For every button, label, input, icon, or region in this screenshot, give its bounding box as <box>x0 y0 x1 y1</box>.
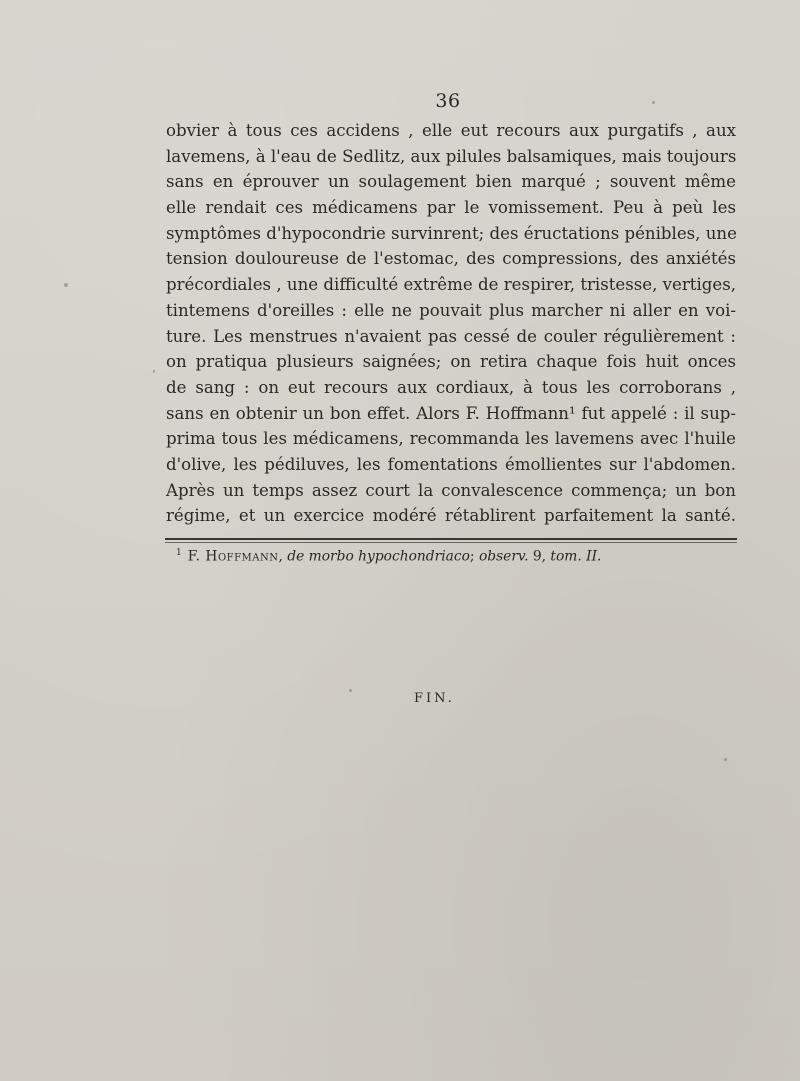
footnote-ref: observ. <box>478 548 529 565</box>
paper-speck <box>724 758 727 761</box>
fin-label: FIN. <box>414 691 455 706</box>
text-line: prima tous les médicamens, recommanda les lavemens avec l'huile <box>166 429 736 449</box>
text-line: précordiales , une difficulté extrême de respirer, tristesse, vertiges, <box>166 275 736 295</box>
text-line: de sang : on eut recours aux cordiaux, à tous les corroborans , <box>166 377 736 397</box>
text-line: d'olive, les pédiluves, les fomentations émollientes sur l'abdomen. <box>166 454 736 474</box>
footnote-marker: 1 <box>176 548 182 558</box>
paper-speck <box>64 283 68 287</box>
body-text <box>166 118 736 529</box>
paper-speck <box>153 370 155 373</box>
footnote <box>176 548 601 565</box>
footnote-tome: tom. II. <box>550 548 602 565</box>
text-line: on pratiqua plusieurs saignées; on retira chaque fois huit onces <box>166 352 736 372</box>
footnote-separator: ; <box>469 548 479 565</box>
text-line: régime, et un exercice modéré rétablirent parfaitement la santé. <box>166 506 736 526</box>
footnote-author: F. Hoffmann <box>187 548 279 565</box>
text-line: Après un temps assez court la convalescence commença; un bon <box>166 480 736 500</box>
text-line: tintemens d'oreilles : elle ne pouvait plus marcher ni aller en voi- <box>166 300 736 320</box>
paper-speck <box>652 101 655 104</box>
text-line: sans en éprouver un soulagement bien marqué ; souvent même <box>166 172 736 192</box>
text-line: lavemens, à l'eau de Sedlitz, aux pilules balsamiques, mais toujours <box>166 146 737 166</box>
text-line: sans en obtenir un bon effet. Alors F. Hoffmann¹ fut appelé : il sup- <box>166 403 736 423</box>
footnote-rule-thin <box>165 542 737 543</box>
text-line: ture. Les menstrues n'avaient pas cessé de couler régulièrement : <box>166 326 736 346</box>
paper-speck <box>349 689 352 692</box>
footnote-number: 9, <box>528 548 551 565</box>
text-line: tension douloureuse de l'estomac, des compressions, des anxiétés <box>166 249 736 269</box>
text-line: obvier à tous ces accidens , elle eut recours aux purgatifs , aux <box>166 121 736 140</box>
footnote-title: de morbo hypochondriaco <box>287 548 470 565</box>
footnote-rule <box>165 538 737 540</box>
text-line: elle rendait ces médicamens par le vomissement. Peu à peù les <box>166 198 736 218</box>
page-number: 36 <box>435 90 461 112</box>
footnote-separator: , <box>278 548 288 565</box>
text-line: symptômes d'hypocondrie survinrent; des éructations pénibles, une <box>166 223 737 243</box>
